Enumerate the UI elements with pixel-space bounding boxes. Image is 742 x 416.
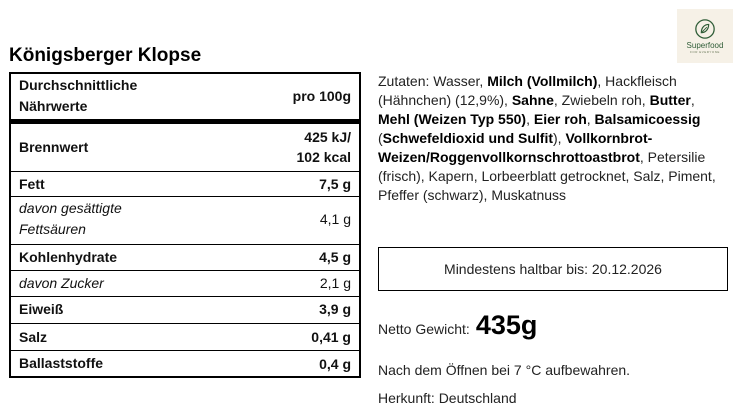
- allergen-eier: Eier roh: [533, 111, 587, 127]
- nutrition-row-protein: Eiweiß 3,9 g: [19, 300, 351, 317]
- best-before-box: [378, 247, 728, 291]
- allergen-sahne: Sahne: [511, 92, 554, 108]
- allergen-mehl: Mehl (Weizen Typ 550): [378, 111, 527, 127]
- nutrition-header-label-1: Durchschnittliche: [19, 77, 138, 93]
- leaf-icon: [694, 18, 716, 40]
- nutrition-row-saturated-fat: davon gesättigte Fettsäuren 4,1 g: [19, 200, 351, 237]
- nutrition-header-label-2: Nährwerte: [19, 98, 88, 114]
- nutrition-header-value: pro 100g: [292, 88, 351, 104]
- logo-tagline: FOR EVERYONE: [690, 50, 720, 54]
- best-before-text: Mindestens haltbar bis: 20.12.2026: [444, 261, 662, 277]
- net-weight: [378, 310, 537, 341]
- allergen-milch: Milch (Vollmilch): [487, 73, 598, 89]
- storage-note: Nach dem Öffnen bei 7 °C aufbewahren.: [378, 362, 631, 378]
- energy-label: Brennwert: [19, 138, 89, 155]
- allergen-sulfit: Schwefeldioxid und Sulfit: [382, 130, 554, 146]
- net-weight-label: Netto Gewicht:: [378, 321, 470, 337]
- energy-value-kcal: 102 kcal: [296, 149, 351, 165]
- nutrition-header-row: [11, 75, 359, 117]
- nutrition-row-fiber: Ballaststoffe 0,4 g: [19, 355, 351, 372]
- superfood-logo: [677, 9, 733, 63]
- nutrition-row-sugar: davon Zucker 2,1 g: [19, 274, 351, 291]
- allergen-butter: Butter: [649, 92, 691, 108]
- origin-note: Herkunft: Deutschland: [378, 390, 517, 406]
- product-title: Königsberger Klopse: [9, 45, 202, 66]
- allergen-essig: Balsamicoessig: [594, 111, 701, 127]
- nutrition-row-fat: Fett 7,5 g: [19, 175, 351, 192]
- ingredients-text: Zutaten: Wasser, Milch (Vollmilch), Hackfleisch (Hähnchen) (12,9%), Sahne, Zwiebeln roh, Butter, Mehl (Weizen Typ 550), Eier roh, Balsamicoessig (Schwefeldioxid und Sulfit), Vollkornbrot-Weizen/Roggenvollkornschrottoastbrot, Petersilie (frisch), Kapern, Lorbeerblatt getrocknet, Salz, Piment, Pfeffer (schwarz), Muskatnuss: [378, 73, 716, 203]
- net-weight-value: 435g: [475, 310, 538, 340]
- logo-brand: Superfood: [686, 41, 724, 50]
- nutrition-table: [9, 72, 361, 378]
- allergen-brot: Vollkornbrot-Weizen/Roggenvollkornschrottoastbrot: [378, 130, 653, 165]
- nutrition-row-carbs: Kohlenhydrate 4,5 g: [19, 248, 351, 265]
- nutrition-row-salt: Salz 0,41 g: [19, 328, 351, 345]
- nutrition-row-energy: [11, 124, 359, 170]
- energy-value-kj: 425 kJ/: [304, 129, 351, 145]
